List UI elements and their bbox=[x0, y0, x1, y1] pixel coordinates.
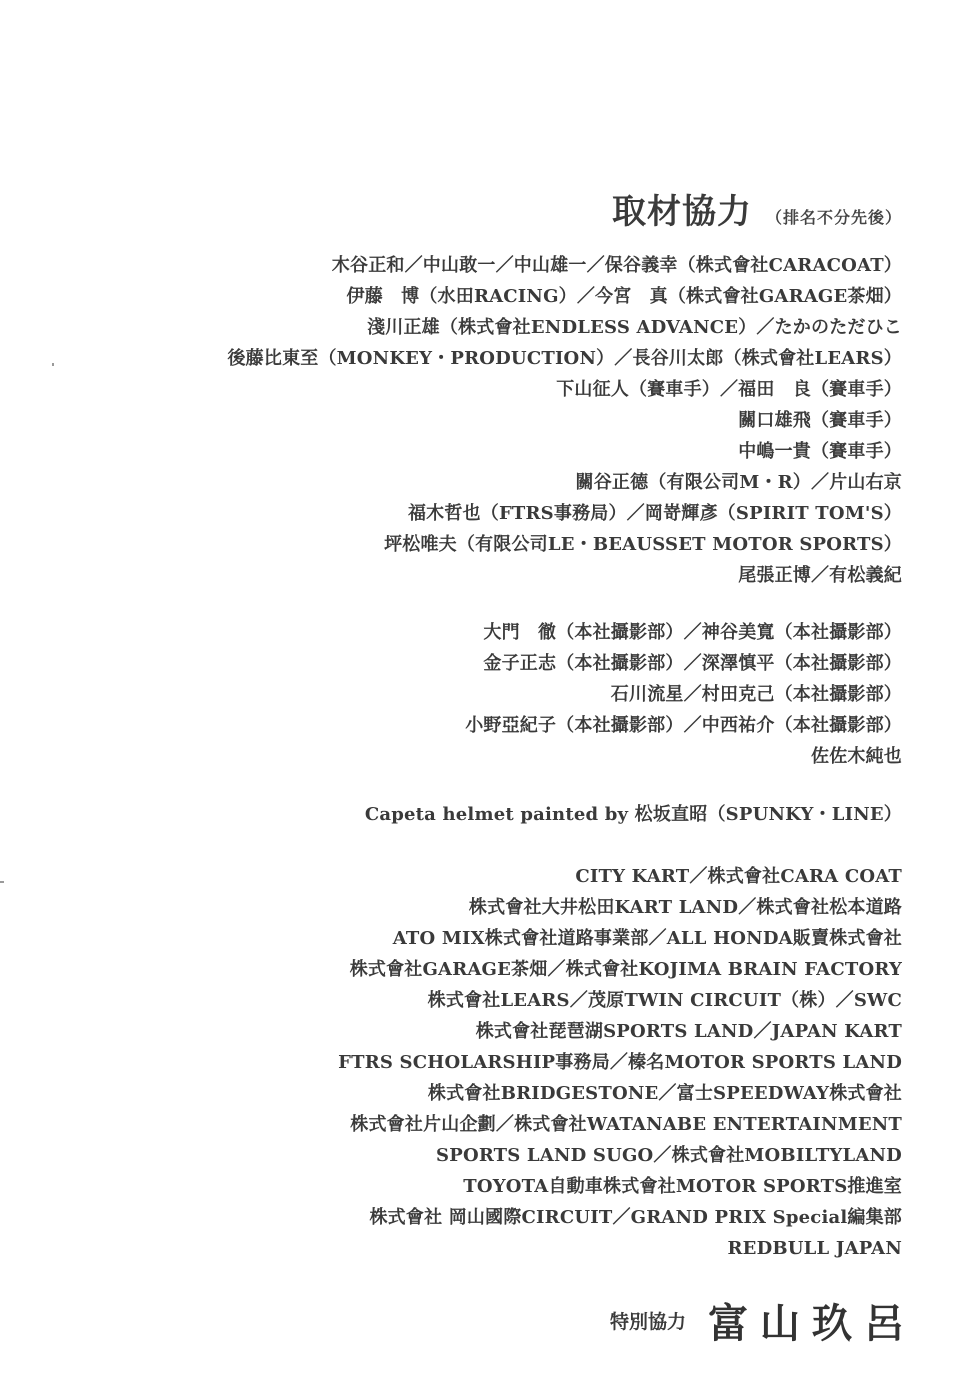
credit-line: 金子正志（本社攝影部）／深澤慎平（本社攝影部） bbox=[483, 653, 902, 674]
heading-title: 取材協力 bbox=[611, 192, 752, 232]
credit-line: 佐佐木純也 bbox=[811, 746, 902, 767]
credit-line: 小野亞紀子（本社攝影部）／中西祐介（本社攝影部） bbox=[465, 715, 902, 736]
credit-line: 株式會社LEARS／茂原TWIN CIRCUIT（株）／SWC bbox=[427, 990, 902, 1011]
credit-line: 福木哲也（FTRS事務局）／岡嵜輝彥（SPIRIT TOM'S） bbox=[407, 503, 902, 524]
credit-line: FTRS SCHOLARSHIP事務局／榛名MOTOR SPORTS LAND bbox=[338, 1052, 902, 1073]
special-thanks-label: 特別協力 bbox=[609, 1311, 686, 1333]
credit-line: REDBULL JAPAN bbox=[727, 1238, 902, 1259]
credit-line: 株式會社片山企劃／株式會社WATANABE ENTERTAINMENT bbox=[350, 1114, 902, 1135]
people-credits bbox=[227, 250, 902, 591]
credit-line: 石川流星／村田克己（本社攝影部） bbox=[610, 684, 902, 705]
credit-line: 株式會社大井松田KART LAND／株式會社松本道路 bbox=[468, 897, 902, 918]
credit-line: 後藤比東至（MONKEY・PRODUCTION）／長谷川太郎（株式會社LEARS） bbox=[227, 348, 902, 369]
helmet-credit-line: Capeta helmet painted by 松坂直昭（SPUNKY・LINE） bbox=[364, 804, 902, 825]
credit-line: 關口雄飛（賽車手） bbox=[738, 410, 902, 431]
heading-subtitle: （排名不分先後） bbox=[765, 208, 902, 227]
scan-speck bbox=[0, 881, 4, 883]
credit-line: 下山征人（賽車手）／福田 良（賽車手） bbox=[556, 379, 902, 400]
credit-line: 尾張正博／有松義紀 bbox=[738, 565, 902, 586]
credits-heading bbox=[612, 184, 902, 233]
credit-line: ATO MIX株式會社道路事業部／ALL HONDA販賣株式會社 bbox=[392, 928, 902, 949]
credit-line: CITY KART／株式會社CARA COAT bbox=[575, 866, 902, 887]
credit-line: 株式會社 岡山國際CIRCUIT／GRAND PRIX Special編集部 bbox=[369, 1207, 902, 1228]
special-thanks bbox=[609, 1292, 916, 1349]
credit-line: 株式會社琵琶湖SPORTS LAND／JAPAN KART bbox=[475, 1021, 902, 1042]
photographer-credits bbox=[465, 617, 902, 772]
company-credits bbox=[338, 861, 902, 1264]
credit-line: 關谷正德（有限公司M・R）／片山右京 bbox=[575, 472, 902, 493]
credit-line: SPORTS LAND SUGO／株式會社MOBILTYLAND bbox=[436, 1145, 902, 1166]
credit-line: 株式會社BRIDGESTONE／富士SPEEDWAY株式會社 bbox=[427, 1083, 902, 1104]
credit-line: 大門 徹（本社攝影部）／神谷美寬（本社攝影部） bbox=[483, 622, 902, 643]
credit-line: 木谷正和／中山敢一／中山雄一／保谷義幸（株式會社CARACOAT） bbox=[331, 255, 902, 276]
credit-line: 伊藤 博（水田RACING）／今宮 真（株式會社GARAGE茶畑） bbox=[346, 286, 902, 307]
helmet-credit bbox=[365, 799, 902, 830]
credit-line: 淺川正雄（株式會社ENDLESS ADVANCE）／たかのただひこ bbox=[367, 317, 902, 338]
scan-speck bbox=[52, 363, 54, 366]
credit-line: 株式會社GARAGE茶畑／株式會社KOJIMA BRAIN FACTORY bbox=[349, 959, 902, 980]
special-thanks-name: 富山玖呂 bbox=[708, 1300, 916, 1347]
credit-line: TOYOTA自動車株式會社MOTOR SPORTS推進室 bbox=[463, 1176, 902, 1197]
credit-line: 中嶋一貴（賽車手） bbox=[738, 441, 902, 462]
credit-line: 坪松唯夫（有限公司LE・BEAUSSET MOTOR SPORTS） bbox=[384, 534, 902, 555]
